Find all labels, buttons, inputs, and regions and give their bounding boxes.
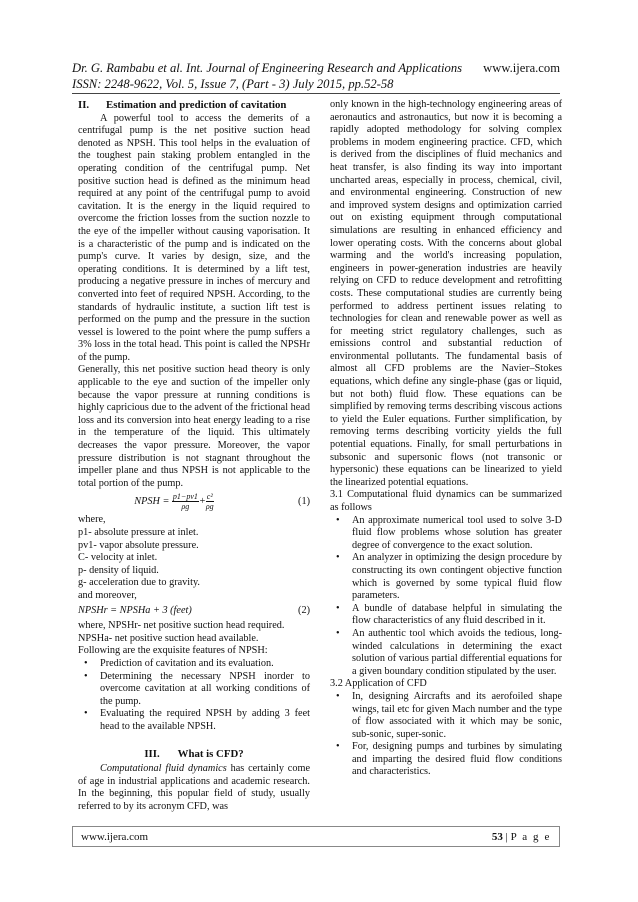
definition-line: p- density of liquid.	[78, 564, 159, 576]
list-item: • An approximate numerical tool used to solve 3-D fluid flow problems whose solution has greater degree of convergence to the exact solution.	[330, 515, 562, 553]
journal-citation: Dr. G. Rambabu et al. Int. Journal of Engineering Research and Applications	[72, 61, 463, 75]
cfd-applications-list	[330, 691, 562, 779]
section-2-paragraph-1: A powerful tool to access the demerits of a centrifugal pump is the net positive suction head denoted as NPSH. This tool helps in the evaluation of the toughest pain staking problem entangled in the operating condition of the centrifugal pump. Net positive suction head is defined as the minimum head required at any point of the centrifugal pump to avoid cavitation. It is the energy in the liquid required to overcome the friction losses from the suction nozzle to the eye of the impeller without causing vaporisation. It is a characteristic of the pump and is indicated on the pump's curve. It varies by design, size, and the operating conditions. It is determined by a lift test, producing a negative pressure in inches of mercury and converted into feet of required NPSH. According, to the standards of hydraulic institute, a suction lift test is performed on the pump and the pressure in the suction vessel is lowered to the point where the pump suffers a 3% loss in the total head. This point is called the NPSHr of the pump.	[78, 112, 310, 363]
definition-line: p1- absolute pressure at inlet.	[78, 527, 199, 538]
section-3-paragraph-1: Computational fluid dynamics has certainly come of age in industrial applications and academic research. In the beginning, this popular field of study, usually referred to by its acronym CFD, was	[78, 763, 310, 812]
left-column	[78, 99, 310, 813]
definition-line: NPSHa- net positive suction head available.	[78, 632, 259, 644]
header-rule	[72, 93, 560, 94]
list-item: • In, designing Aircrafts and its aerofoiled shape wings, tail etc for given Mach number and the type of flow associated with it which may be sonic, sub-sonic, super-sonic.	[330, 691, 562, 741]
list-item: • An authentic tool which avoids the tedious, long-winded calculations in determining the exact solution of various partial differential equations for a given boundary condition stipulated by the user.	[330, 628, 562, 678]
section-3-title: What is CFD?	[177, 747, 244, 760]
where-label: where,	[78, 514, 106, 526]
subsection-3-2-heading: 3.2 Application of CFD	[330, 678, 427, 690]
list-item: • For, designing pumps and turbines by simulating and imparting the desired fluid flow conditions and characteristics.	[330, 741, 562, 779]
page-footer	[72, 826, 560, 847]
eq1-number: (1)	[298, 495, 310, 507]
right-column	[330, 99, 562, 779]
definition-line: Following are the exquisite features of NPSH:	[78, 645, 268, 657]
subsection-3-1-heading: 3.1 Computational fluid dynamics can be summarized as follows	[330, 489, 562, 513]
eq1-fraction-2: $\frac{\text{c²}}{\rho g}$	[205, 492, 214, 512]
cfd-summary-list	[330, 515, 562, 679]
definition-line: g- acceleration due to gravity.	[78, 577, 200, 589]
equation-1	[78, 492, 310, 511]
cfd-term: Computational fluid dynamics	[100, 763, 227, 775]
list-item: • A bundle of database helpful in simulating the flow characteristics of any fluid described in it.	[330, 603, 562, 628]
list-item: • An analyzer in optimizing the design procedure by constructing its own contingent objective function which is governed by some typical fluid flow parameters.	[330, 552, 562, 602]
npsh-features-list	[78, 658, 310, 734]
section-2-title: Estimation and prediction of cavitation	[106, 99, 287, 111]
list-item: • Evaluating the required NPSH by adding 3 feet head to the available NPSH.	[78, 708, 310, 733]
definition-line: where, NPSHr- net positive suction head required.	[78, 620, 285, 632]
eq1-fraction-1: $\frac{p1-pv1}{\rho g}$	[172, 492, 198, 512]
footer-site[interactable]: www.ijera.com	[81, 830, 149, 843]
section-3-heading	[78, 748, 310, 761]
section-2-paragraph-2: Generally, this net positive suction head theory is only applicable to the eye and suction of the impeller only because the vapor pressure at running conditions is highly capricious due to the advent of the frictional head loss and its conversion into heat energy leading to a rise in the temperature of the liquid. This ultimately decreases the vapor pressure. Moreover, the vapor pressure distribution is not stagnant throughout the impeller plane and thus NPSH is not applicable to the total portion of the pump.	[78, 364, 310, 489]
definition-line: and moreover,	[78, 589, 137, 601]
eq1-plus: +	[198, 496, 206, 508]
list-item: • Prediction of cavitation and its evaluation.	[78, 658, 310, 671]
issn-line: ISSN: 2248-9622, Vol. 5, Issue 7, (Part - 3) July 2015, pp.52-58	[72, 77, 394, 91]
eq2-number: (2)	[298, 604, 310, 616]
section-3-number: III.	[144, 747, 160, 760]
equation-2	[78, 605, 310, 618]
definition-line: pv1- vapor absolute pressure.	[78, 539, 199, 551]
section-2-number: II.	[78, 99, 90, 111]
eq2-formula: NPSHr = NPSHa + 3 (feet)	[78, 604, 192, 616]
eq1-lhs: NPSH =	[134, 496, 170, 508]
definition-line: C- velocity at inlet.	[78, 552, 158, 564]
page-header	[72, 60, 560, 92]
section-3-paragraph-2: only known in the high-technology engineering areas of aeronautics and astronautics, but now it is becoming a rapidly adopted methodology for solving complex problems in modem engineering practice. CFD, which is derived from the disciplines of fluid mechanics and heat transfer, is also finding its way into important uncharted areas, especially in process, chemical, civil, and environmental engineering. Construction of new and improved system designs and optimization carried out on existing equipment through computational simulations are resulting in enhanced efficiency and lower operating costs. With the concerns about global warming and the world's increasing population, engineers in power-generation industries are heavily relying on CFD to reduce development and retrofitting costs. These computational studies are currently being performed to address pertinent issues relating to technologies for clean and renewable power as well as for meeting strict regulatory challenges, such as emissions control and substantial reduction of environmental pollutants. The fundamental basis of almost all CFD problems are the Navier–Stokes equations, which define any single-phase (gas or liquid, but not both) fluid flow. These equations can be simplified by removing terms describing viscous actions to yield the Euler equations. Further simplification, by removing terms describing vorticity yields the full potential equations. Finally, for small perturbations in subsonic and supersonic flows (not transonic or hypersonic) these equations can be linearized to yield the linearized potential equations.	[330, 99, 562, 488]
page-number: 53 | P a g e	[491, 830, 551, 843]
header-site[interactable]: www.ijera.com	[483, 61, 560, 75]
section-2-heading	[78, 99, 310, 112]
list-item: • Determining the necessary NPSH inorder to overcome cavitation at all working conditions of the pump.	[78, 671, 310, 709]
